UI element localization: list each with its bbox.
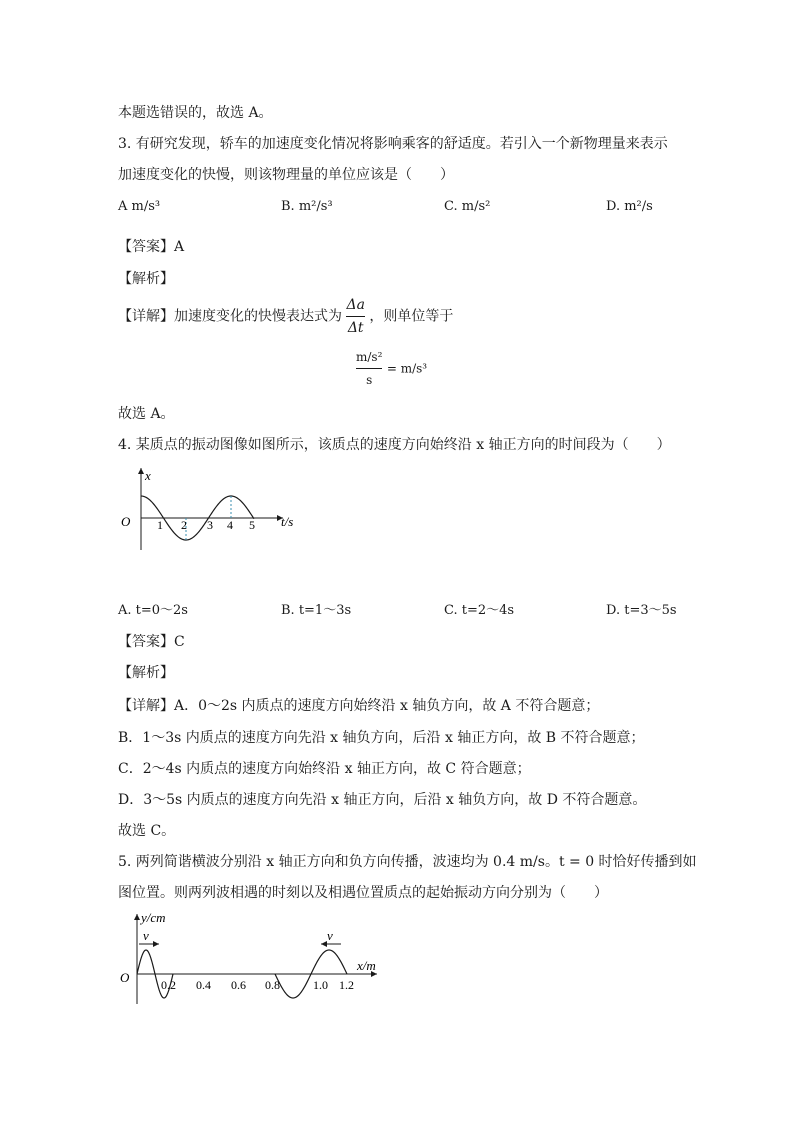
q4-detail-b: B．1～3s 内质点的速度方向先沿 x 轴负方向，后沿 x 轴正方向，故 B 不符合题意； [118, 730, 645, 746]
q5-tick-0.4: 0.4 [196, 978, 211, 992]
q4-analysis-heading: 【解析】 [118, 665, 174, 681]
q3-option-b: B. m²/s³ [281, 199, 333, 214]
q3-frac-denominator: Δt [347, 320, 364, 336]
q3-answer: 【答案】A [118, 239, 185, 255]
q5-wave-graph [115, 908, 395, 1008]
q4-tick-4: 4 [227, 518, 233, 532]
q4-option-c: C. t=2～4s [444, 603, 515, 618]
q3-analysis-heading: 【解析】 [118, 271, 174, 287]
q3-conclusion: 故选 A。 [118, 406, 175, 422]
q5-tick-0.2: 0.2 [161, 978, 176, 992]
q5-x-label: x/m [357, 958, 376, 973]
q5-origin: O [120, 970, 130, 985]
q4-y-label: x [145, 468, 151, 483]
q3-unit-numerator: m/s² [356, 350, 383, 364]
q3-frac-numerator: Δa [346, 297, 365, 313]
q5-y-label: y/cm [141, 910, 166, 925]
q4-option-d: D. t=3～5s [606, 603, 677, 618]
q4-detail-a: 【详解】A．0～2s 内质点的速度方向始终沿 x 轴负方向，故 A 不符合题意； [118, 698, 600, 714]
q4-tick-5: 5 [249, 518, 255, 532]
q3-stem-line2: 加速度变化的快慢，则该物理量的单位应该是（ ） [118, 167, 454, 183]
q5-tick-0.6: 0.6 [231, 978, 246, 992]
q4-stem: 4. 某质点的振动图像如图所示，该质点的速度方向始终沿 x 轴正方向的时间段为（ ） [118, 437, 671, 453]
q3-detail-prefix: 【详解】加速度变化的快慢表达式为 [118, 308, 342, 325]
q4-origin: O [121, 514, 131, 529]
q3-option-c: C. m/s² [444, 199, 491, 214]
q5-v-left: v [143, 928, 149, 943]
q5-tick-1.2: 1.2 [339, 978, 354, 992]
q3-unit-equation [356, 348, 427, 389]
q3-unit-denominator: s [366, 373, 373, 387]
q5-tick-1.0: 1.0 [313, 978, 328, 992]
q3-detail [118, 296, 453, 337]
q4-answer: 【答案】C [118, 634, 185, 650]
q3-stem-line1: 3. 有研究发现，轿车的加速度变化情况将影响乘客的舒适度。若引入一个新物理量来表示 [118, 136, 668, 152]
q5-v-right: v [327, 928, 333, 943]
q5-tick-0.8: 0.8 [265, 978, 280, 992]
q4-tick-2: 2 [181, 518, 187, 532]
q5-stem-line1: 5. 两列简谐横波分别沿 x 轴正方向和负方向传播，波速均为 0.4 m/s。t = 0 时恰好传播到如 [118, 854, 697, 870]
q4-option-a: A. t=0～2s [118, 603, 188, 618]
q3-detail-suffix: ，则单位等于 [369, 308, 454, 325]
q3-unit-result: = m/s³ [386, 361, 428, 376]
q2-tail: 本题选错误的，故选 A。 [118, 105, 273, 121]
q4-conclusion: 故选 C。 [118, 823, 176, 839]
q3-option-a: A m/s³ [118, 199, 161, 214]
q4-vibration-graph [115, 462, 315, 562]
q3-option-d: D. m²/s [606, 199, 653, 214]
q4-detail-c: C．2～4s 内质点的速度方向始终沿 x 轴正方向，故 C 符合题意； [118, 761, 531, 777]
q4-option-b: B. t=1～3s [281, 603, 352, 618]
q5-stem-line2: 图位置。则两列波相遇的时刻以及相遇位置质点的起始振动方向分别为（ ） [118, 885, 608, 901]
q4-detail-d: D．3～5s 内质点的速度方向先沿 x 轴正方向，后沿 x 轴负方向，故 D 不符合题意。 [118, 792, 647, 808]
q3-delta-fraction [346, 296, 364, 337]
q4-x-label: t/s [281, 514, 294, 529]
q4-tick-1: 1 [157, 518, 163, 532]
q4-tick-3: 3 [207, 518, 213, 532]
